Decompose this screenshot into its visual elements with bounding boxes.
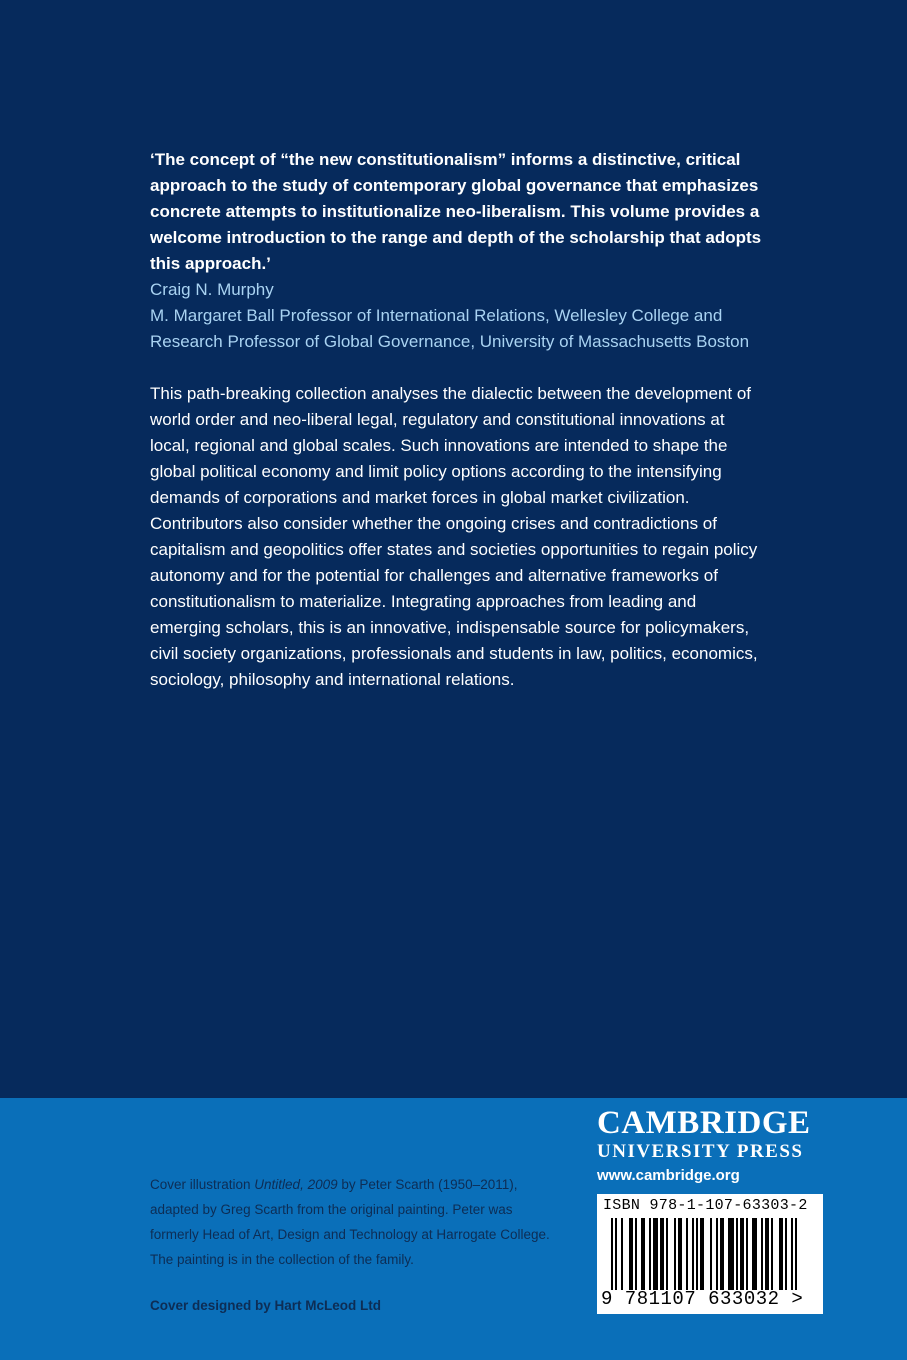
barcode-bar bbox=[779, 1218, 783, 1290]
barcode-bar bbox=[765, 1218, 769, 1290]
barcode-bar bbox=[736, 1218, 738, 1290]
barcode-bar bbox=[746, 1218, 748, 1290]
cover-designer-credit: Cover designed by Hart McLeod Ltd bbox=[150, 1298, 382, 1313]
barcode-bar bbox=[629, 1218, 633, 1290]
description-text: This path-breaking collection analyses the dialectic between the development of world order and neo-liberal legal, regulatory and constitutional innovations at local, regional and global scales. Such innovations are intended to shape the global political economy and limit policy options according to the intensifying demands of corporations and market forces in global market civilization. Contributors also consider whether the ongoing crises and contradictions of capitalism and geopolitics offer states and societies opportunities to regain policy autonomy and for the potential for challenges and alternative frameworks of constitutionalism to materialize. Integrating approaches from leading and emerging scholars, this is an innovative, indispensable source for policymakers, civil society organizations, professionals and students in law, politics, economics, sociology, philosophy and international relations. bbox=[150, 384, 758, 689]
barcode-bar bbox=[728, 1218, 734, 1290]
barcode-bar bbox=[710, 1218, 712, 1290]
quote-author: Craig N. Murphy bbox=[150, 280, 274, 299]
barcode-bar bbox=[692, 1218, 694, 1290]
barcode-bar bbox=[785, 1218, 787, 1290]
endorsement-attribution bbox=[150, 277, 810, 355]
barcode-bar bbox=[686, 1218, 688, 1290]
barcode-bar bbox=[678, 1218, 682, 1290]
barcode-bar bbox=[791, 1218, 793, 1290]
barcode-bar bbox=[771, 1218, 773, 1290]
barcode-bar bbox=[795, 1218, 797, 1290]
barcode-bar bbox=[615, 1218, 617, 1290]
barcode-bars bbox=[611, 1218, 799, 1290]
barcode-bar bbox=[611, 1218, 613, 1290]
barcode-bar bbox=[649, 1218, 651, 1290]
barcode-bar bbox=[720, 1218, 724, 1290]
quote-affiliation-line1: M. Margaret Ball Professor of International Relations, Wellesley College and bbox=[150, 306, 723, 325]
quote-text: ‘The concept of “the new constitutionalism” informs a distinctive, critical approach to the study of contemporary global governance that emphasizes concrete attempts to institutionalize neo-liberalism. This volume provides a welcome introduction to the range and depth of the scholarship that adopts this approach.’ bbox=[150, 150, 762, 273]
credit-prefix: Cover illustration bbox=[150, 1177, 255, 1192]
barcode-digits: 9 781107 633032 > bbox=[601, 1288, 804, 1310]
isbn-barcode bbox=[597, 1194, 823, 1314]
credit-rest: by Peter Scarth (1950–2011), adapted by Greg Scarth from the original painting. Peter was formerly Head of Art, Design and Technology at Harrogate College. The painting is in the collection of the family. bbox=[150, 1177, 550, 1267]
barcode-bar bbox=[621, 1218, 623, 1290]
quote-affiliation-line2: Research Professor of Global Governance, University of Massachusetts Boston bbox=[150, 332, 750, 351]
publisher-url: www.cambridge.org bbox=[597, 1167, 740, 1184]
book-description bbox=[150, 381, 760, 693]
endorsement-quote bbox=[150, 147, 790, 277]
barcode-bar bbox=[740, 1218, 744, 1290]
barcode-bar bbox=[653, 1218, 659, 1290]
isbn-label: ISBN 978-1-107-63303-2 bbox=[603, 1197, 808, 1214]
barcode-bar bbox=[716, 1218, 718, 1290]
barcode-bar bbox=[660, 1218, 664, 1290]
barcode-bar bbox=[641, 1218, 645, 1290]
publisher-logo bbox=[597, 1105, 827, 1184]
cover-illustration-credit bbox=[150, 1172, 560, 1272]
barcode-bar bbox=[696, 1218, 698, 1290]
barcode-bar bbox=[761, 1218, 763, 1290]
publisher-subtitle: UNIVERSITY PRESS bbox=[597, 1141, 804, 1162]
barcode-bar bbox=[700, 1218, 704, 1290]
barcode-bar bbox=[752, 1218, 758, 1290]
credit-artwork-title: Untitled, 2009 bbox=[254, 1177, 338, 1192]
barcode-bar bbox=[635, 1218, 637, 1290]
barcode-bar bbox=[666, 1218, 668, 1290]
publisher-name: CAMBRIDGE bbox=[597, 1105, 811, 1141]
barcode-bar bbox=[674, 1218, 676, 1290]
